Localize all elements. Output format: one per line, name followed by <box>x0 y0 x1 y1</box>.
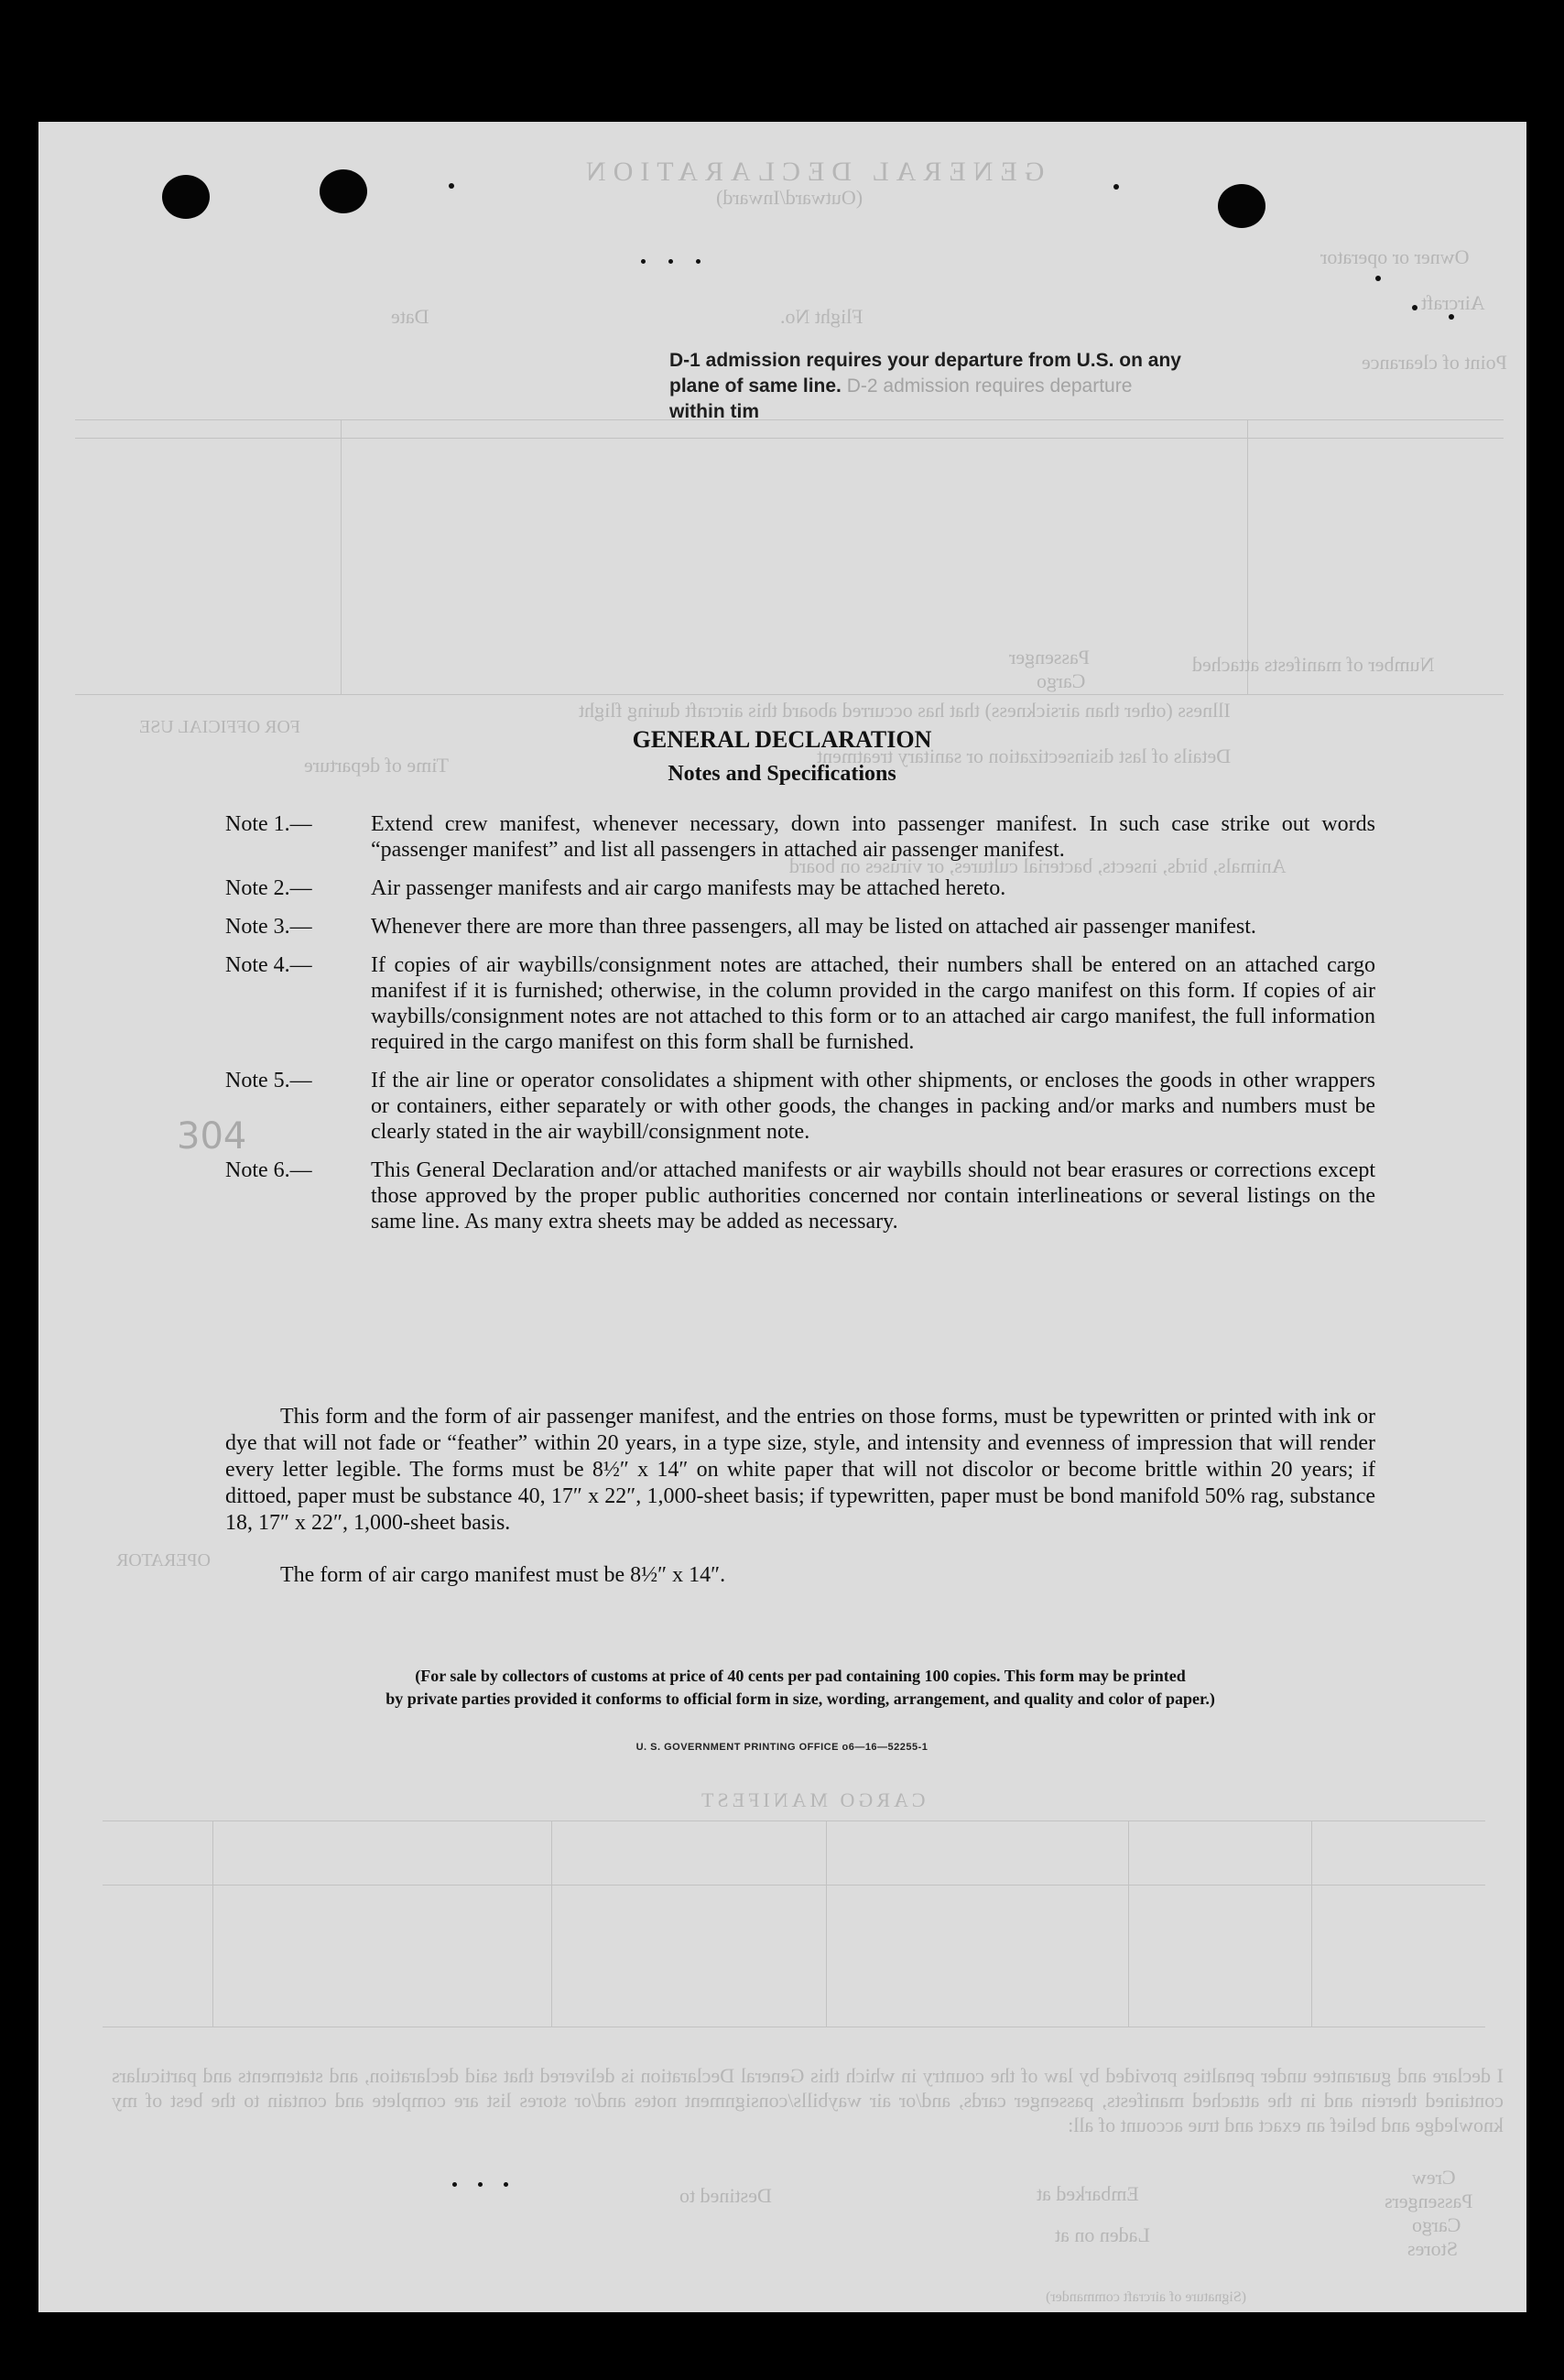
ink-speck <box>1113 184 1119 190</box>
stamp-line-1: D-1 admission requires your departure from U.S. on any <box>669 350 1181 371</box>
bleed-stores: Stores <box>1407 2237 1458 2260</box>
punch-hole-2 <box>320 169 367 213</box>
bleed-crew: Crew <box>1412 2166 1456 2189</box>
bleed-header-sub: (Outward/Inward) <box>716 186 863 209</box>
page-subtitle: Notes and Specifications <box>668 762 896 786</box>
sale-note <box>225 1665 1375 1711</box>
bleed-owner: Owner or operator <box>1320 245 1470 268</box>
note-1: Note 1.— Extend crew manifest, whenever necessary, down into passenger manifest. In such case strike out words “passenger manifest” and list all passengers in attached air passenger manifest. <box>225 812 1375 862</box>
bleed-line <box>212 1820 213 2027</box>
ink-speck <box>696 259 701 264</box>
cargo-manifest-size: The form of air cargo manifest must be 8½″ x 14″. <box>280 1563 726 1587</box>
bleed-point: Point of clearance <box>1362 351 1507 374</box>
notes-list <box>225 811 1375 1247</box>
bleed-operator: OPERATOR <box>116 1550 211 1570</box>
bleed-destined: Destined to <box>679 2184 772 2207</box>
bleed-cargo: Cargo <box>1037 669 1086 692</box>
bleed-manifests: Number of manifests attached <box>1192 653 1435 676</box>
bleed-disinsect: Details of last disinsectization or sanitary treatment <box>817 744 1232 767</box>
bleed-line <box>75 438 1504 439</box>
punch-hole-3 <box>1218 184 1265 228</box>
bleed-illness: Illness (other than airsickness) that has occurred aboard this aircraft during flight <box>579 699 1231 722</box>
ink-speck <box>641 259 646 264</box>
bleed-flight: Flight No. <box>780 305 863 328</box>
stamp-line-3: within tim <box>669 401 759 422</box>
bleed-cargo-manifest: CARGO MANIFEST <box>698 1788 926 1811</box>
bleed-line <box>826 1820 827 2027</box>
bleed-aircraft: Aircraft <box>1421 291 1485 314</box>
bleed-line <box>103 1820 1485 1821</box>
note-5: Note 5.— If the air line or operator consolidates a shipment with other shipments, or encloses the goods in other wrappers or containers, either separately or with other goods, the changes in packing and/or marks and numbers must be clearly stated in the air waybill/consignment note. <box>225 1069 1375 1144</box>
note-2: Note 2.— Air passenger manifests and air cargo manifests may be attached hereto. <box>225 876 1006 900</box>
bleed-line <box>75 694 1504 695</box>
bleed-embarked: Embarked at <box>1037 2182 1139 2205</box>
bleed-line <box>1128 1820 1129 2027</box>
bleed-declare: I declare and guarantee under penalties provided by law of the country in which this General Declaration is delivered that said declaration, and statements and particulars contained therein and in the attached manifests, passenger cards, and/or air waybills/consignment notes and/or stores list are complete and contain to the best of my knowledge and belief an exact and true account of all: <box>112 2064 1504 2136</box>
ink-speck <box>504 2182 508 2187</box>
ink-speck <box>1412 305 1417 310</box>
ink-speck <box>1375 276 1381 281</box>
bleed-line <box>341 419 342 694</box>
bleed-line <box>1311 1820 1312 2027</box>
sale-note-line-1: (For sale by collectors of customs at price of 40 cents per pad containing 100 copies. This form may be printed <box>415 1667 1186 1685</box>
stamp-line-2: plane of same line. D-2 admission requires departure <box>669 375 1133 397</box>
ink-speck <box>668 259 673 264</box>
bleed-passengers: Passengers <box>1385 2190 1473 2212</box>
bleed-animals: Animals, birds, insects, bacterial cultures, or viruses on board <box>789 854 1287 877</box>
bleed-signature: (Signature of aircraft commander) <box>1046 2289 1247 2305</box>
bleed-line <box>551 1820 552 2027</box>
bleed-cargo2: Cargo <box>1412 2213 1461 2236</box>
admission-stamp <box>669 348 1181 425</box>
note-6: Note 6.— This General Declaration and/or attached manifests or air waybills should not bear erasures or corrections except those approved by the proper public authorities concerned nor contain interlineations or several listings on the same line. As many extra sheets may be added as necessary. <box>225 1158 1375 1233</box>
punch-hole-1 <box>162 175 210 219</box>
bleed-official: FOR OFFICIAL USE <box>139 717 300 737</box>
page-title: GENERAL DECLARATION <box>632 726 932 753</box>
bleed-departure: Time of departure <box>304 754 450 777</box>
ink-speck <box>452 2182 457 2187</box>
sale-note-line-2: by private parties provided it conforms to official form in size, wording, arrangement, and quality and color of paper.) <box>386 1690 1215 1708</box>
bleed-passenger: Passenger <box>1009 646 1090 668</box>
note-4: Note 4.— If copies of air waybills/consignment notes are attached, their numbers shall be entered on an attached cargo manifest if it is furnished; otherwise, in the column provided in the cargo manifest on this form. If copies of air waybills/consignment notes are not attached to this form or to an attached air cargo manifest, the full information required in the cargo manifest on this form shall be furnished. <box>225 953 1375 1054</box>
printer-imprint: U. S. GOVERNMENT PRINTING OFFICE o6—16—52255-1 <box>635 1742 929 1753</box>
note-3: Note 3.— Whenever there are more than three passengers, all may be listed on attached air passenger manifest. <box>225 915 1256 939</box>
bleed-laden: Laden on at <box>1055 2223 1150 2246</box>
bleed-line <box>103 1885 1485 1886</box>
bleed-date: Date <box>391 305 429 328</box>
marginal-number: 304 <box>177 1115 247 1157</box>
ink-speck <box>449 183 454 189</box>
bleed-header-title: GENERAL DECLARATION <box>579 157 1045 187</box>
ink-speck <box>478 2182 483 2187</box>
specification-paragraph: This form and the form of air passenger manifest, and the entries on those forms, must be typewritten or printed with ink or dye that will not fade or “feather” within 20 years, in a type size, style, and intensity and evenness of impression that will render every letter legible. The forms must be 8½″ x 14″ on white paper that will not discolor or become brittle within 20 years; if dittoed, paper must be substance 40, 17″ x 22″, 1,000-sheet basis; if typewritten, paper must be bond manifold 50% rag, substance 18, 17″ x 22″, 1,000-sheet basis. <box>225 1405 1375 1535</box>
